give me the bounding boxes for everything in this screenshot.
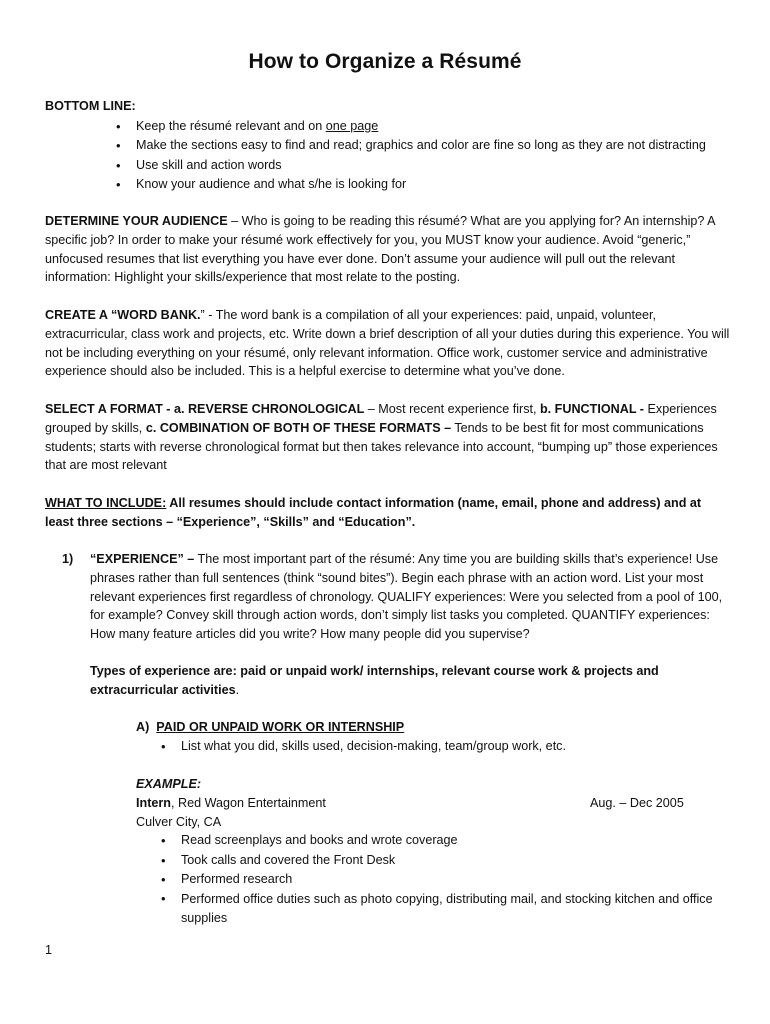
example-section: [136, 775, 730, 927]
list-item: • Use skill and action words: [136, 156, 733, 176]
combination-label: c. COMBINATION OF BOTH OF THESE FORMATS –: [145, 420, 452, 435]
example-role: Intern: [136, 795, 171, 810]
example-role-row: [136, 794, 730, 813]
list-item: • Know your audience and what s/he is looking for: [136, 175, 733, 195]
audience-paragraph: [45, 212, 733, 287]
example-duties-list: [181, 831, 730, 927]
word-bank-text: ” - The word bank is a compilation of all your experiences: paid, unpaid, volunteer, extracurricular, class work and projects, etc. Write down a brief description of all your duties during this experience. You will not be including everything on your résumé, only relevant information. Office work, customer service and administrative experience should also be included. This is a helpful exercise to determine what you’ve done.: [45, 308, 730, 379]
paid-work-list: [181, 737, 730, 757]
example-location: Culver City, CA: [136, 814, 222, 829]
experience-types-bold: Types of experience are: paid or unpaid work/ internships, relevant course work & projects and extracurricular activities: [90, 664, 659, 697]
list-item: • Performed research: [181, 870, 730, 890]
include-heading: WHAT TO INCLUDE:: [45, 496, 167, 510]
page-number: 1: [45, 943, 53, 957]
page-title: How to Organize a Résumé: [248, 50, 522, 73]
list-item: • Make the sections easy to find and read; graphics and color are fine so long as they are not distracting: [136, 136, 733, 156]
list-item: • Performed office duties such as photo copying, distributing mail, and stocking kitchen and office supplies: [181, 890, 730, 928]
audience-text: – Who is going to be reading this résumé? What are you applying for? An internship? A specific job? In order to make your résumé work effectively for you, you MUST know your audience. Avoid “generic,” unfocused resumes that list everything you have ever done. Don’t assume your audience will pull out the relevant information: Highlight your skills/experience that most relate to the posting.: [45, 214, 715, 285]
bottom-line-list: [136, 117, 733, 195]
experience-types: Types of experience are: paid or unpaid work/ internships, relevant course work & projects and extracurricular activities.: [90, 664, 659, 697]
word-bank-paragraph: [45, 306, 733, 381]
paid-work-heading-row: [136, 718, 730, 737]
list-item: • List what you did, skills used, decision-making, team/group work, etc.: [181, 737, 730, 757]
paid-work-section: [136, 718, 730, 756]
functional-label: b. FUNCTIONAL -: [539, 402, 644, 416]
list-item: • Read screenplays and books and wrote coverage: [181, 831, 730, 851]
example-company: , Red Wagon Entertainment: [170, 795, 326, 810]
bottom-line-heading: BOTTOM LINE:: [45, 99, 136, 113]
paid-work-label: A): [136, 720, 150, 734]
example-heading: EXAMPLE:: [136, 777, 202, 791]
one-page-underlined: one page: [325, 118, 379, 133]
example-dates: Aug. – Dec 2005: [590, 795, 684, 810]
format-heading: SELECT A FORMAT - a. REVERSE CHRONOLOGICAL: [45, 402, 365, 416]
word-bank-heading: CREATE A “WORD BANK.: [45, 308, 201, 322]
experience-number: 1): [62, 552, 74, 566]
audience-heading: DETERMINE YOUR AUDIENCE: [45, 214, 228, 228]
experience-text: The most important part of the résumé: Any time you are building skills that’s experience! Use phrases rather than full sentences (think “sound bites”). Begin each phrase with an action word. List your most relevant experiences first regardless of chronology. QUALIFY experiences: Were you selected from a pool of 100, for example? Convey skill through action words, don’t simply list tasks you completed. QUANTIFY experiences: How many feature articles did you write? How many people did you supervise?: [90, 552, 723, 642]
paid-work-heading: PAID OR UNPAID WORK OR INTERNSHIP: [156, 720, 405, 734]
format-paragraph: SELECT A FORMAT - a. REVERSE CHRONOLOGICAL – Most recent experience first, b. FUNCTIONAL - Experiences grouped by skills, c. COMBINATION OF BOTH OF THESE FORMATS – Tends to be best fit for most communications students; starts with reverse chronological format but then takes relevance into account, “bumping up” those experiences that are most relevant: [45, 402, 718, 473]
experience-heading: “EXPERIENCE” –: [90, 552, 195, 566]
include-text: All resumes should include contact information (name, email, phone and address) and at least three sections – “Experience”, “Skills” and “Education”.: [45, 496, 702, 529]
bottom-line-section: [45, 97, 733, 195]
experience-body: [90, 550, 730, 644]
list-item: • Keep the résumé relevant and on one page: [136, 117, 733, 137]
list-item: • Took calls and covered the Front Desk: [181, 851, 730, 871]
include-paragraph: [45, 494, 733, 532]
